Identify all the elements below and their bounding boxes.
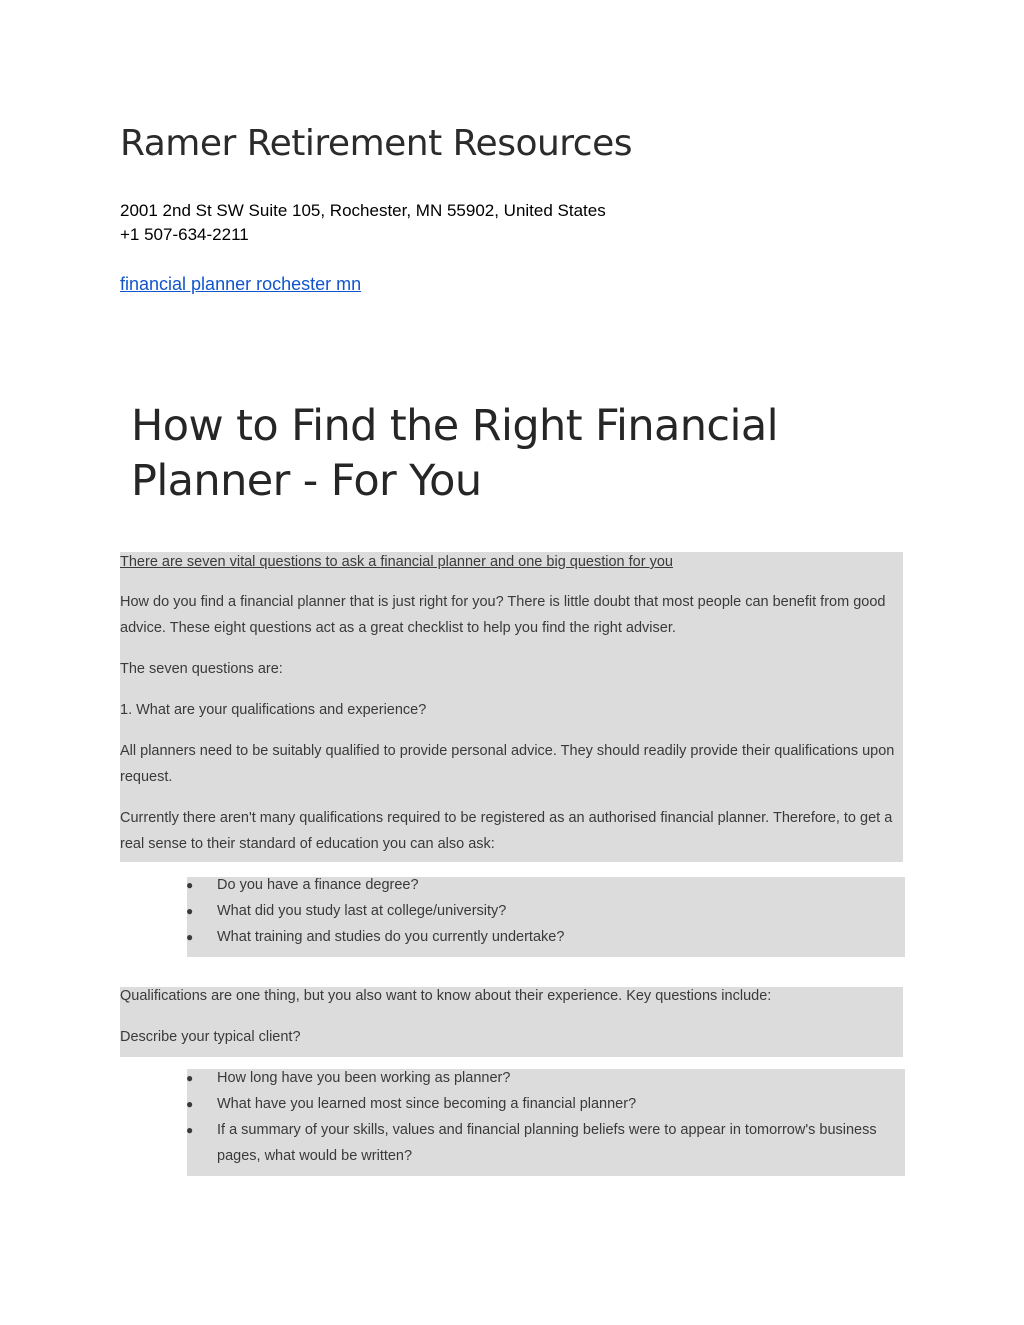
question-heading-1: 1. What are your qualifications and experience? [120,702,427,718]
paragraph-seven-questions: The seven questions are: [120,661,283,677]
article-lead: There are seven vital questions to ask a financial planner and one big question for you [120,554,673,570]
list-item [187,898,905,924]
paragraph-qualified: All planners need to be suitably qualified to provide personal advice. They should readily provide their qualifications upon request. [120,743,895,785]
bullet-icon: ● [186,1071,194,1085]
list-item-text: How long have you been working as planner? [217,1070,511,1086]
article-heading: How to Find the Right Financial Planner - For You [131,401,778,506]
paragraph-experience: Qualifications are one thing, but you also want to know about their experience. Key questions include: [120,988,772,1004]
experience-question-list [187,1065,905,1169]
list-item [187,924,905,950]
list-item-text: What have you learned most since becoming a financial planner? [217,1096,637,1112]
page-title: Ramer Retirement Resources [120,123,633,164]
list-item-text: Do you have a finance degree? [217,877,419,893]
list-item [187,1065,905,1091]
business-phone: +1 507-634-2211 [120,225,249,244]
list-item-text: What training and studies do you currently undertake? [217,929,565,945]
list-item [187,1091,905,1117]
list-item [187,1117,905,1169]
paragraph-intro: How do you find a financial planner that is just right for you? There is little doubt that most people can benefit from good advice. These eight questions act as a great checklist to help you find the right adviser. [120,594,886,636]
bullet-icon: ● [186,930,194,944]
education-question-list [187,872,905,950]
financial-planner-link[interactable]: financial planner rochester mn [120,274,362,294]
list-item-text: What did you study last at college/university? [217,903,507,919]
bullet-icon: ● [186,1097,194,1111]
paragraph-qualifications: Currently there aren't many qualifications required to be registered as an authorised financial planner. Therefore, to get a real sense to their standard of education you can also ask: [120,810,893,852]
business-address: 2001 2nd St SW Suite 105, Rochester, MN 55902, United States [120,201,606,220]
paragraph-typical-client: Describe your typical client? [120,1029,301,1045]
bullet-icon: ● [186,878,194,892]
bullet-icon: ● [186,904,194,918]
list-item [187,872,905,898]
bullet-icon: ● [186,1123,194,1137]
list-item-text: If a summary of your skills, values and financial planning beliefs were to appear in tomorrow's business pages, what would be written? [217,1122,877,1164]
